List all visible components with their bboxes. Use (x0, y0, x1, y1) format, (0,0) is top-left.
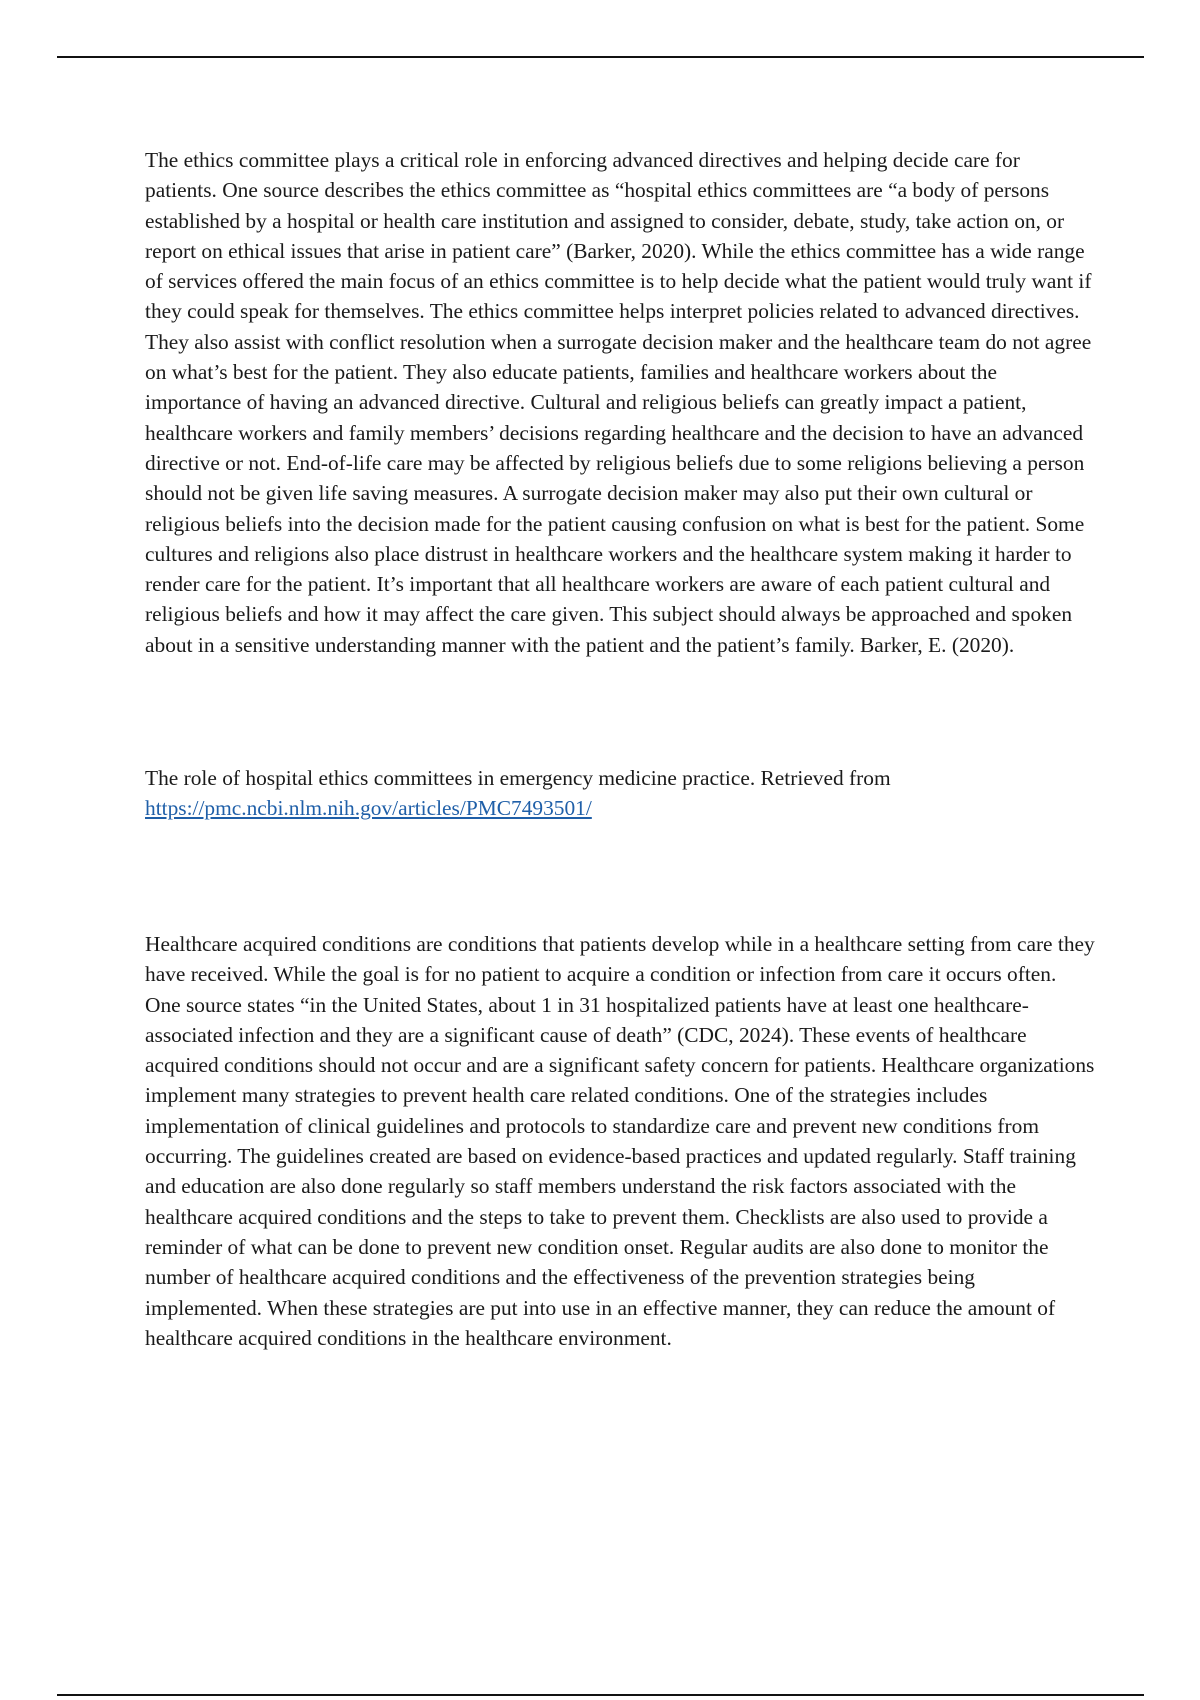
ethics-committee-paragraph: The ethics committee plays a critical role in enforcing advanced directives and helping decide care for patients. One source describes the ethics committee as “hospital ethics committees are “a body of persons established by a hospital or health care institution and assigned to consider, debate, study, take action on, or report on ethical issues that arise in patient care” (Barker, 2020). While the ethics committee has a wide range of services offered the main focus of an ethics committee is to help decide what the patient would truly want if they could speak for themselves. The ethics committee helps interpret policies related to advanced directives. They also assist with conflict resolution when a surrogate decision maker and the healthcare team do not agree on what’s best for the patient. They also educate patients, families and healthcare workers about the importance of having an advanced directive. Cultural and religious beliefs can greatly impact a patient, healthcare workers and family members’ decisions regarding healthcare and the decision to have an advanced directive or not. End-of-life care may be affected by religious beliefs due to some religions believing a person should not be given life saving measures. A surrogate decision maker may also put their own cultural or religious beliefs into the decision made for the patient causing confusion on what is best for the patient. Some cultures and religions also place distrust in healthcare workers and the healthcare system making it harder to render care for the patient. It’s important that all healthcare workers are aware of each patient cultural and religious beliefs and how it may affect the care given. This subject should always be approached and spoken about in a sensitive understanding manner with the patient and the patient’s family. Barker, E. (2020). (145, 148, 1092, 657)
hac-paragraph-block (145, 929, 1095, 1353)
footer-rule (57, 1694, 1144, 1696)
reference-link[interactable]: https://pmc.ncbi.nlm.nih.gov/articles/PMC7493501/ (145, 796, 592, 821)
reference-block (145, 763, 1095, 824)
ethics-paragraph-block (145, 145, 1095, 660)
reference-text: The role of hospital ethics committees in emergency medicine practice. Retrieved from (145, 766, 891, 790)
healthcare-acquired-conditions-paragraph: Healthcare acquired conditions are conditions that patients develop while in a healthcare setting from care they have received. While the goal is for no patient to acquire a condition or infection from care it occurs often. One source states “in the United States, about 1 in 31 hospitalized patients have at least one healthcare-associated infection and they are a significant cause of death” (CDC, 2024). These events of healthcare acquired conditions should not occur and are a significant safety concern for patients. Healthcare organizations implement many strategies to prevent health care related conditions. One of the strategies includes implementation of clinical guidelines and protocols to standardize care and prevent new conditions from occurring. The guidelines created are based on evidence-based practices and updated regularly. Staff training and education are also done regularly so staff members understand the risk factors associated with the healthcare acquired conditions and the steps to take to prevent them. Checklists are also used to provide a reminder of what can be done to prevent new condition onset. Regular audits are also done to monitor the number of healthcare acquired conditions and the effectiveness of the prevention strategies being implemented. When these strategies are put into use in an effective manner, they can reduce the amount of healthcare acquired conditions in the healthcare environment. (145, 932, 1095, 1350)
reference-citation (145, 763, 1095, 824)
header-rule (57, 56, 1144, 58)
